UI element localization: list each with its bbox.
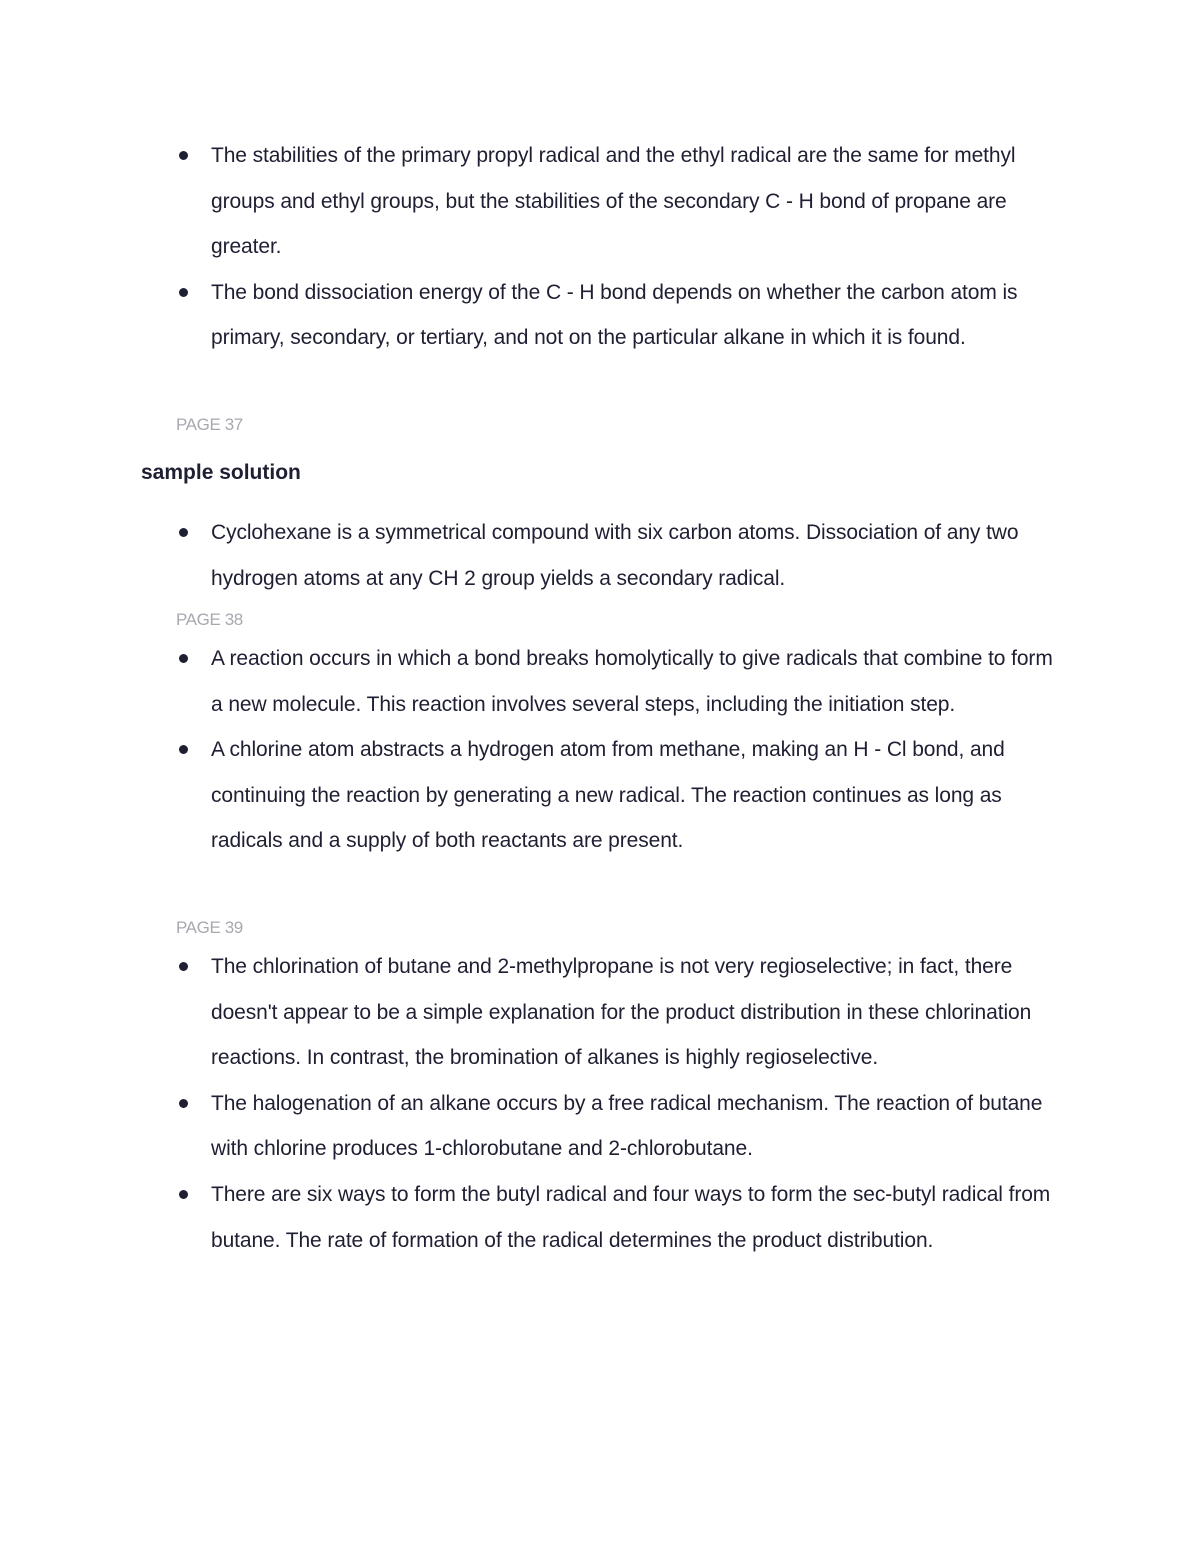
list-item xyxy=(176,133,1066,270)
bullet-icon xyxy=(179,1099,188,1108)
bullet-list-3 xyxy=(176,636,1066,864)
list-item xyxy=(176,944,1066,1081)
list-item xyxy=(176,270,1066,361)
bullet-icon xyxy=(179,288,188,297)
bullet-list-1 xyxy=(176,133,1066,361)
list-item xyxy=(176,510,1066,601)
list-item-text: Cyclohexane is a symmetrical compound with six carbon atoms. Dissociation of any two hydrogen atoms at any CH 2 group yields a secondary radical. xyxy=(211,521,1019,590)
list-item-text: There are six ways to form the butyl radical and four ways to form the sec-butyl radical from butane. The rate of formation of the radical determines the product distribution. xyxy=(211,1182,1051,1252)
list-item-text: The halogenation of an alkane occurs by a free radical mechanism. The reaction of butane with chlorine produces 1-chlorobutane and 2-chlorobutane. xyxy=(211,1091,1043,1161)
list-item-text: The stabilities of the primary propyl radical and the ethyl radical are the same for methyl groups and ethyl groups, but the stabilities of the secondary C - H bond of propane are greater. xyxy=(211,144,1016,259)
section-heading: sample solution xyxy=(141,461,301,484)
bullet-icon xyxy=(179,962,188,971)
bullet-icon xyxy=(179,528,188,537)
list-item-text: A chlorine atom abstracts a hydrogen atom from methane, making an H - Cl bond, and continuing the reaction by generating a new radical. The reaction continues as long as radicals and a supply of both reactants are present. xyxy=(211,738,1005,853)
bullet-icon xyxy=(179,1190,188,1199)
bullet-list-4 xyxy=(176,944,1066,1263)
page-marker: PAGE 37 xyxy=(176,415,243,434)
list-item xyxy=(176,727,1066,864)
bullet-list-2 xyxy=(176,510,1066,601)
list-item-text: A reaction occurs in which a bond breaks homolytically to give radicals that combine to form a new molecule. This reaction involves several steps, including the initiation step. xyxy=(211,647,1053,716)
bullet-icon xyxy=(179,745,188,754)
list-item xyxy=(176,636,1066,727)
bullet-icon xyxy=(179,151,188,160)
list-item-text: The chlorination of butane and 2-methylpropane is not very regioselective; in fact, there doesn't appear to be a simple explanation for the product distribution in these chlorination reactions. In contrast, the bromination of alkanes is highly regioselective. xyxy=(211,955,1032,1070)
bullet-icon xyxy=(179,654,188,663)
page-marker: PAGE 38 xyxy=(176,610,243,629)
list-item xyxy=(176,1172,1066,1263)
list-item xyxy=(176,1081,1066,1172)
list-item-text: The bond dissociation energy of the C - H bond depends on whether the carbon atom is primary, secondary, or tertiary, and not on the particular alkane in which it is found. xyxy=(211,280,1018,350)
page-marker: PAGE 39 xyxy=(176,918,243,937)
